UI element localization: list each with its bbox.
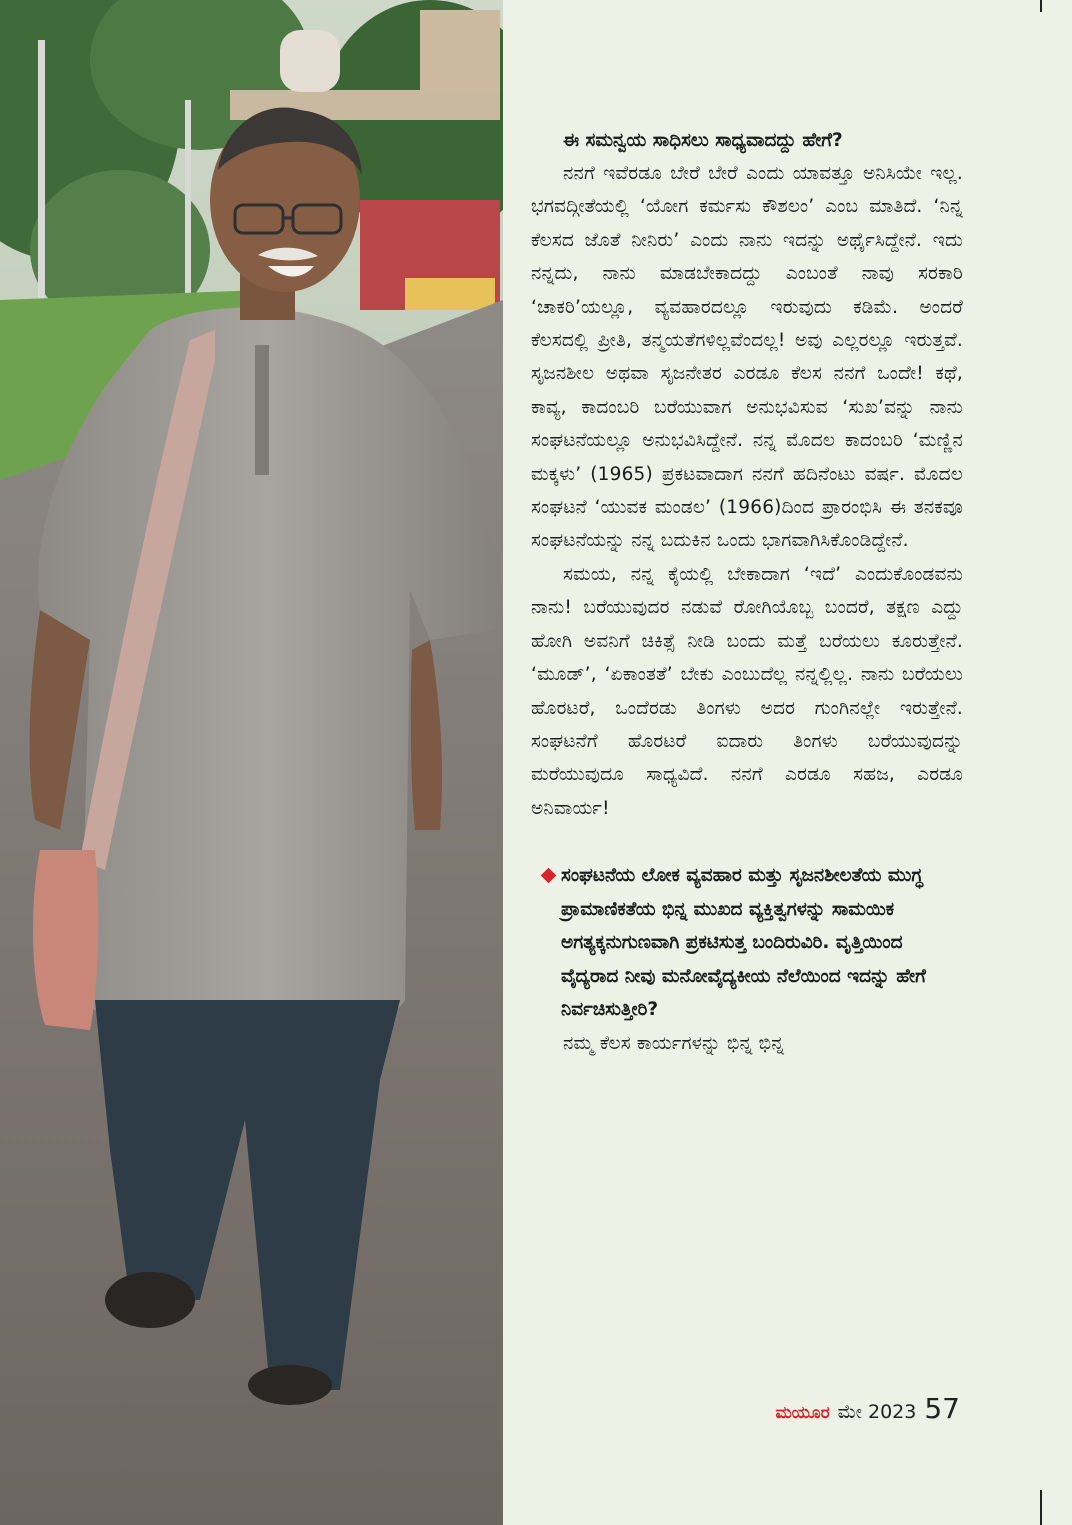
section-gap <box>531 825 963 859</box>
heading-question: ಈ ಸಮನ್ವಯ ಸಾಧಿಸಲು ಸಾಧ್ಯವಾದದ್ದು ಹೇಗೆ? <box>563 130 843 151</box>
article-text-column <box>531 124 963 1060</box>
magazine-brand: ಮಯೂರ <box>775 1403 830 1423</box>
next-answer-start: ನಮ್ಮ ಕೆಲಸ ಕಾರ್ಯಗಳನ್ನು ಭಿನ್ನ ಭಿನ್ನ <box>563 1032 785 1054</box>
issue-date: ಮೇ 2023 <box>837 1401 917 1423</box>
page-footer <box>775 1392 960 1425</box>
red-diamond-icon <box>541 868 557 884</box>
next-question <box>531 859 963 1027</box>
answer-paragraph-1: ನನಗೆ ಇವೆರಡೂ ಬೇರೆ ಬೇರೆ ಎಂದು ಯಾವತ್ತೂ ಅನಿಸಿಯೇ ಇಲ್ಲ. ಭಗವದ್ಗೀತೆಯಲ್ಲಿ ‘ಯೋಗ ಕರ್ಮಸು ಕೌಶಲಂ’ ಎಂಬ ಮಾತಿದೆ. ‘ನಿನ್ನ ಕೆಲಸದ ಜೊತೆ ನೀನಿರು’ ಎಂದು ನಾನು ಇದನ್ನು ಅರ್ಥೈಸಿದ್ದೇನೆ. ಇದು ನನ್ನದು, ನಾನು ಮಾಡಬೇಕಾದದ್ದು ಎಂಬಂತೆ ನಾವು ಸರಕಾರಿ ‘ಚಾಕರಿ’ಯಲ್ಲೂ, ವ್ಯವಹಾರದಲ್ಲೂ ಇರುವುದು ಕಡಿಮೆ. ಅಂದರೆ ಕೆಲಸದಲ್ಲಿ ಪ್ರೀತಿ, ತನ್ಮಯತೆಗಳಿಲ್ಲವೆಂದಲ್ಲ! ಅವು ಎಲ್ಲರಲ್ಲೂ ಇರುತ್ತವೆ. ಸೃಜನಶೀಲ ಅಥವಾ ಸೃಜನೇತರ ಎರಡೂ ಕೆಲಸ ನನಗೆ ಒಂದೇ! ಕಥೆ, ಕಾವ್ಯ, ಕಾದಂಬರಿ ಬರೆಯುವಾಗ ಅನುಭವಿಸುವ ‘ಸುಖ’ವನ್ನು ನಾನು ಸಂಘಟನೆಯಲ್ಲೂ ಅನುಭವಿಸಿದ್ದೇನೆ. ನನ್ನ ಮೊದಲ ಕಾದಂಬರಿ ‘ಮಣ್ಣಿನ ಮಕ್ಕಳು’ (1965) ಪ್ರಕಟವಾದಾಗ ನನಗೆ ಹದಿನೆಂಟು ವರ್ಷ. ಮೊದಲ ಸಂಘಟನೆ ‘ಯುವಕ ಮಂಡಲ’ (1966)ದಿಂದ ಪ್ರಾರಂಭಿಸಿ ಈ ತನಕವೂ ಸಂಘಟನೆಯನ್ನು ನನ್ನ ಬದುಕಿನ ಒಂದು ಭಾಗವಾಗಿಸಿಕೊಂಡಿದ್ದೇನೆ. <box>531 163 963 552</box>
photo-illustration <box>0 0 503 1525</box>
next-question-text: ಸಂಘಟನೆಯ ಲೋಕ ವ್ಯವಹಾರ ಮತ್ತು ಸೃಜನಶೀಲತೆಯ ಮುಗ್ಧ ಪ್ರಾಮಾಣಿಕತೆಯ ಭಿನ್ನ ಮುಖದ ವ್ಯಕ್ತಿತ್ವಗಳನ್ನು ಸಾಮಯಿಕ ಅಗತ್ಯಕ್ಕನುಗುಣವಾಗಿ ಪ್ರಕಟಿಸುತ್ತ ಬಂದಿರುವಿರಿ. ವೃತ್ತಿಯಿಂದ ವೈದ್ಯರಾದ ನೀವು ಮನೋವೈದ್ಯಕೀಯ ನೆಲೆಯಿಂದ ಇದನ್ನು ಹೇಗೆ ನಿರ್ವಚಿಸುತ್ತೀರಿ? <box>561 865 926 1021</box>
answer-paragraph-2: ಸಮಯ, ನನ್ನ ಕೈಯಲ್ಲಿ ಬೇಕಾದಾಗ ‘ಇದೆ’ ಎಂದುಕೊಂಡವನು ನಾನು! ಬರೆಯುವುದರ ನಡುವೆ ರೋಗಿಯೊಬ್ಬ ಬಂದರೆ, ತಕ್ಷಣ ಎದ್ದು ಹೋಗಿ ಅವನಿಗೆ ಚಿಕಿತ್ಸೆ ನೀಡಿ ಬಂದು ಮತ್ತೆ ಬರೆಯಲು ಕೂರುತ್ತೇನೆ. ‘ಮೂಡ್’, ‘ಏಕಾಂತತೆ’ ಬೇಕು ಎಂಬುದೆಲ್ಲ ನನ್ನಲ್ಲಿಲ್ಲ. ನಾನು ಬರೆಯಲು ಹೊರಟರೆ, ಒಂದೆರಡು ತಿಂಗಳು ಅದರ ಗುಂಗಿನಲ್ಲೇ ಇರುತ್ತೇನೆ. ಸಂಘಟನೆಗೆ ಹೊರಟರೆ ಐದಾರು ತಿಂಗಳು ಬರೆಯುವುದನ್ನು ಮರೆಯುವುದೂ ಸಾಧ್ಯವಿದೆ. ನನಗೆ ಎರಡೂ ಸಹಜ, ಎರಡೂ ಅನಿವಾರ್ಯ! <box>531 563 963 819</box>
author-photo <box>0 0 503 1525</box>
page-number: 57 <box>924 1392 960 1425</box>
crop-mark-bottom <box>1040 1490 1042 1525</box>
crop-mark-top <box>1040 0 1042 12</box>
